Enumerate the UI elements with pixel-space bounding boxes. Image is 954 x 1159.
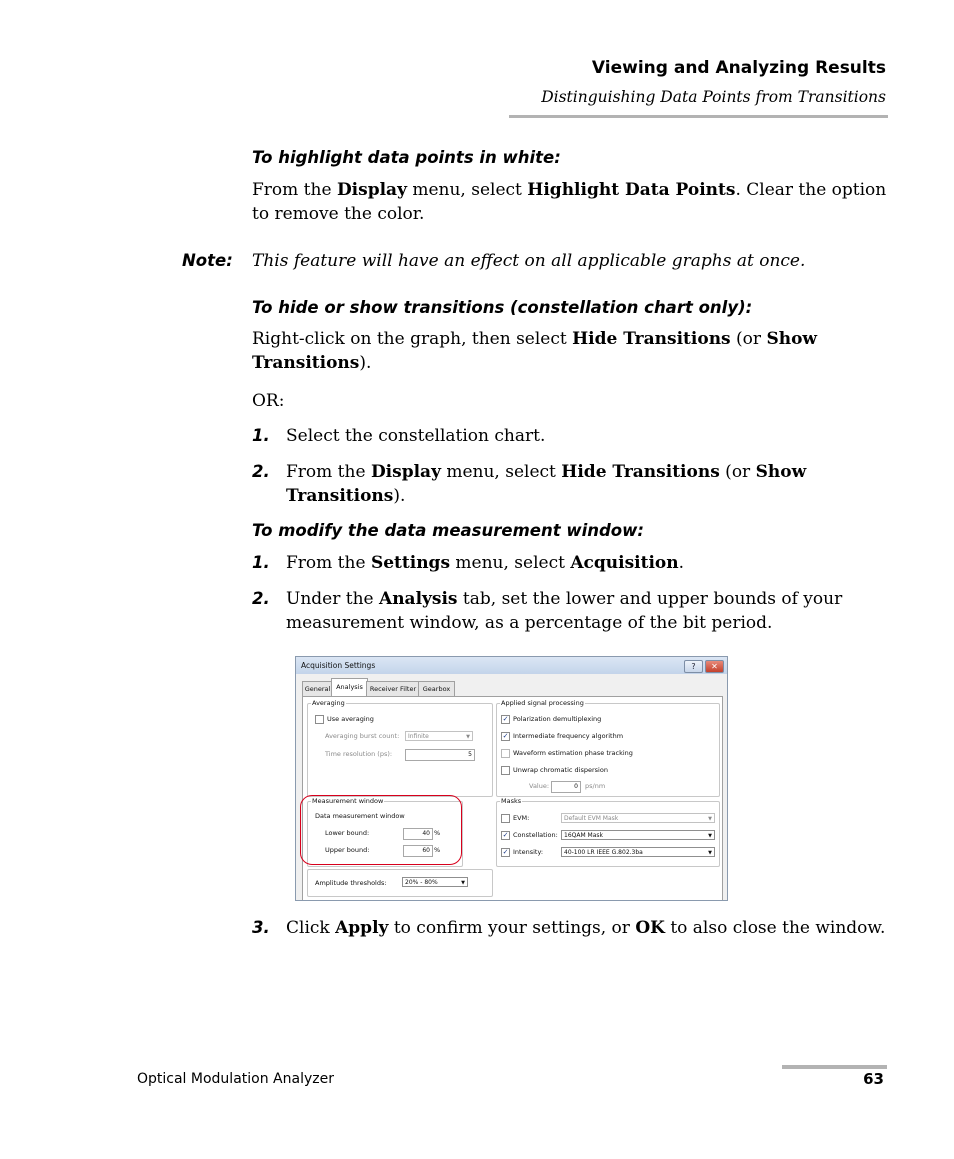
masks-label: Masks [501,797,522,805]
procedure-heading-transitions: To hide or show transitions (constellation chart only): [252,298,753,317]
data-measurement-window-label: Data measurement window [315,812,405,820]
time-resolution-input[interactable]: 5 [405,749,475,761]
step-text: Select the constellation chart. [286,426,546,446]
step-number: 2. [252,589,270,608]
evm-label: EVM: [513,814,530,822]
chevron-down-icon: ▼ [708,850,712,856]
waveform-estimation-checkbox[interactable] [501,749,510,758]
lower-bound-input[interactable]: 40 [403,828,433,840]
footer-rule [782,1065,887,1069]
chevron-down-icon: ▼ [708,833,712,839]
averaging-label: Averaging [312,699,345,707]
paragraph-transitions: Right-click on the graph, then select Hide Transitions (or Show Transitions). [252,329,818,373]
evm-mask-select[interactable]: Default EVM Mask ▼ [561,813,715,823]
tab-general[interactable]: General [302,681,333,697]
note-text: This feature will have an effect on all applicable graphs at once. [252,251,806,271]
upper-bound-unit: % [434,846,441,854]
value-label: Value: [529,782,550,790]
value-input[interactable]: 0 [551,781,581,793]
constellation-mask-select[interactable]: 16QAM Mask ▼ [561,830,715,840]
upper-bound-input[interactable]: 60 [403,845,433,857]
step-number: 1. [252,426,270,445]
use-averaging-label: Use averaging [327,715,374,723]
measurement-window-label: Measurement window [312,797,384,805]
lower-bound-label: Lower bound: [325,829,370,837]
chevron-down-icon: ▼ [466,734,470,740]
polarization-checkbox[interactable]: ✓ [502,715,509,723]
unwrap-cd-label: Unwrap chromatic dispersion [513,766,608,774]
if-algorithm-checkbox[interactable]: ✓ [502,732,509,740]
amplitude-thresholds-label: Amplitude thresholds: [315,879,387,887]
time-resolution-label: Time resolution (ps): [325,750,393,758]
tab-gearbox[interactable]: Gearbox [418,681,455,697]
step-text: From the Settings menu, select Acquisition. [286,553,685,573]
waveform-estimation-label: Waveform estimation phase tracking [513,749,633,757]
value-unit: ps/nm [585,782,606,790]
footer-product-name: Optical Modulation Analyzer [137,1071,334,1087]
note-label: Note: [182,251,233,270]
tab-receiver-filter[interactable]: Receiver Filter [366,681,420,697]
step-number: 1. [252,553,270,572]
step-number: 3. [252,918,270,937]
step-number: 2. [252,462,270,481]
evm-checkbox[interactable] [501,814,510,823]
paragraph-highlight: From the Display menu, select Highlight Data Points. Clear the option to remove the color. [252,180,887,224]
step-text: Under the Analysis tab, set the lower and upper bounds of your measurement window, as a percentage of the bit period. [286,589,843,633]
polarization-label: Polarization demultiplexing [513,715,602,723]
measurement-window-highlight [300,795,462,865]
close-button[interactable]: ✕ [705,660,724,673]
constellation-checkbox[interactable]: ✓ [502,831,509,839]
or-text: OR: [252,391,285,411]
upper-bound-label: Upper bound: [325,846,370,854]
burst-count-label: Averaging burst count: [325,732,400,740]
if-algorithm-label: Intermediate frequency algorithm [513,732,624,740]
help-button[interactable]: ? [684,660,703,673]
tab-analysis[interactable]: Analysis [331,678,368,697]
unwrap-cd-checkbox[interactable] [501,766,510,775]
page-number: 63 [863,1070,884,1088]
running-header-subtitle: Distinguishing Data Points from Transitions [541,88,886,106]
burst-count-select[interactable]: Infinite ▼ [405,731,473,741]
procedure-heading-highlight: To highlight data points in white: [252,148,561,167]
step-text: From the Display menu, select Hide Transitions (or Show Transitions). [286,462,807,506]
use-averaging-checkbox[interactable] [315,715,324,724]
procedure-heading-window: To modify the data measurement window: [252,521,644,540]
amplitude-thresholds-select[interactable]: 20% - 80% ▼ [402,877,468,887]
chevron-down-icon: ▼ [708,816,712,822]
intensity-mask-select[interactable]: 40-100 LR IEEE G.802.3ba ▼ [561,847,715,857]
intensity-label: Intensity: [513,848,544,856]
signal-processing-label: Applied signal processing [501,699,584,707]
dialog-title-bar [296,657,727,674]
step-text: Click Apply to confirm your settings, or OK to also close the window. [286,918,886,938]
dialog-title: Acquisition Settings [301,661,376,670]
header-rule [509,115,888,118]
constellation-label: Constellation: [513,831,558,839]
chevron-down-icon: ▼ [461,880,465,886]
intensity-checkbox[interactable]: ✓ [502,848,509,856]
lower-bound-unit: % [434,829,441,837]
running-header-title: Viewing and Analyzing Results [591,58,886,78]
